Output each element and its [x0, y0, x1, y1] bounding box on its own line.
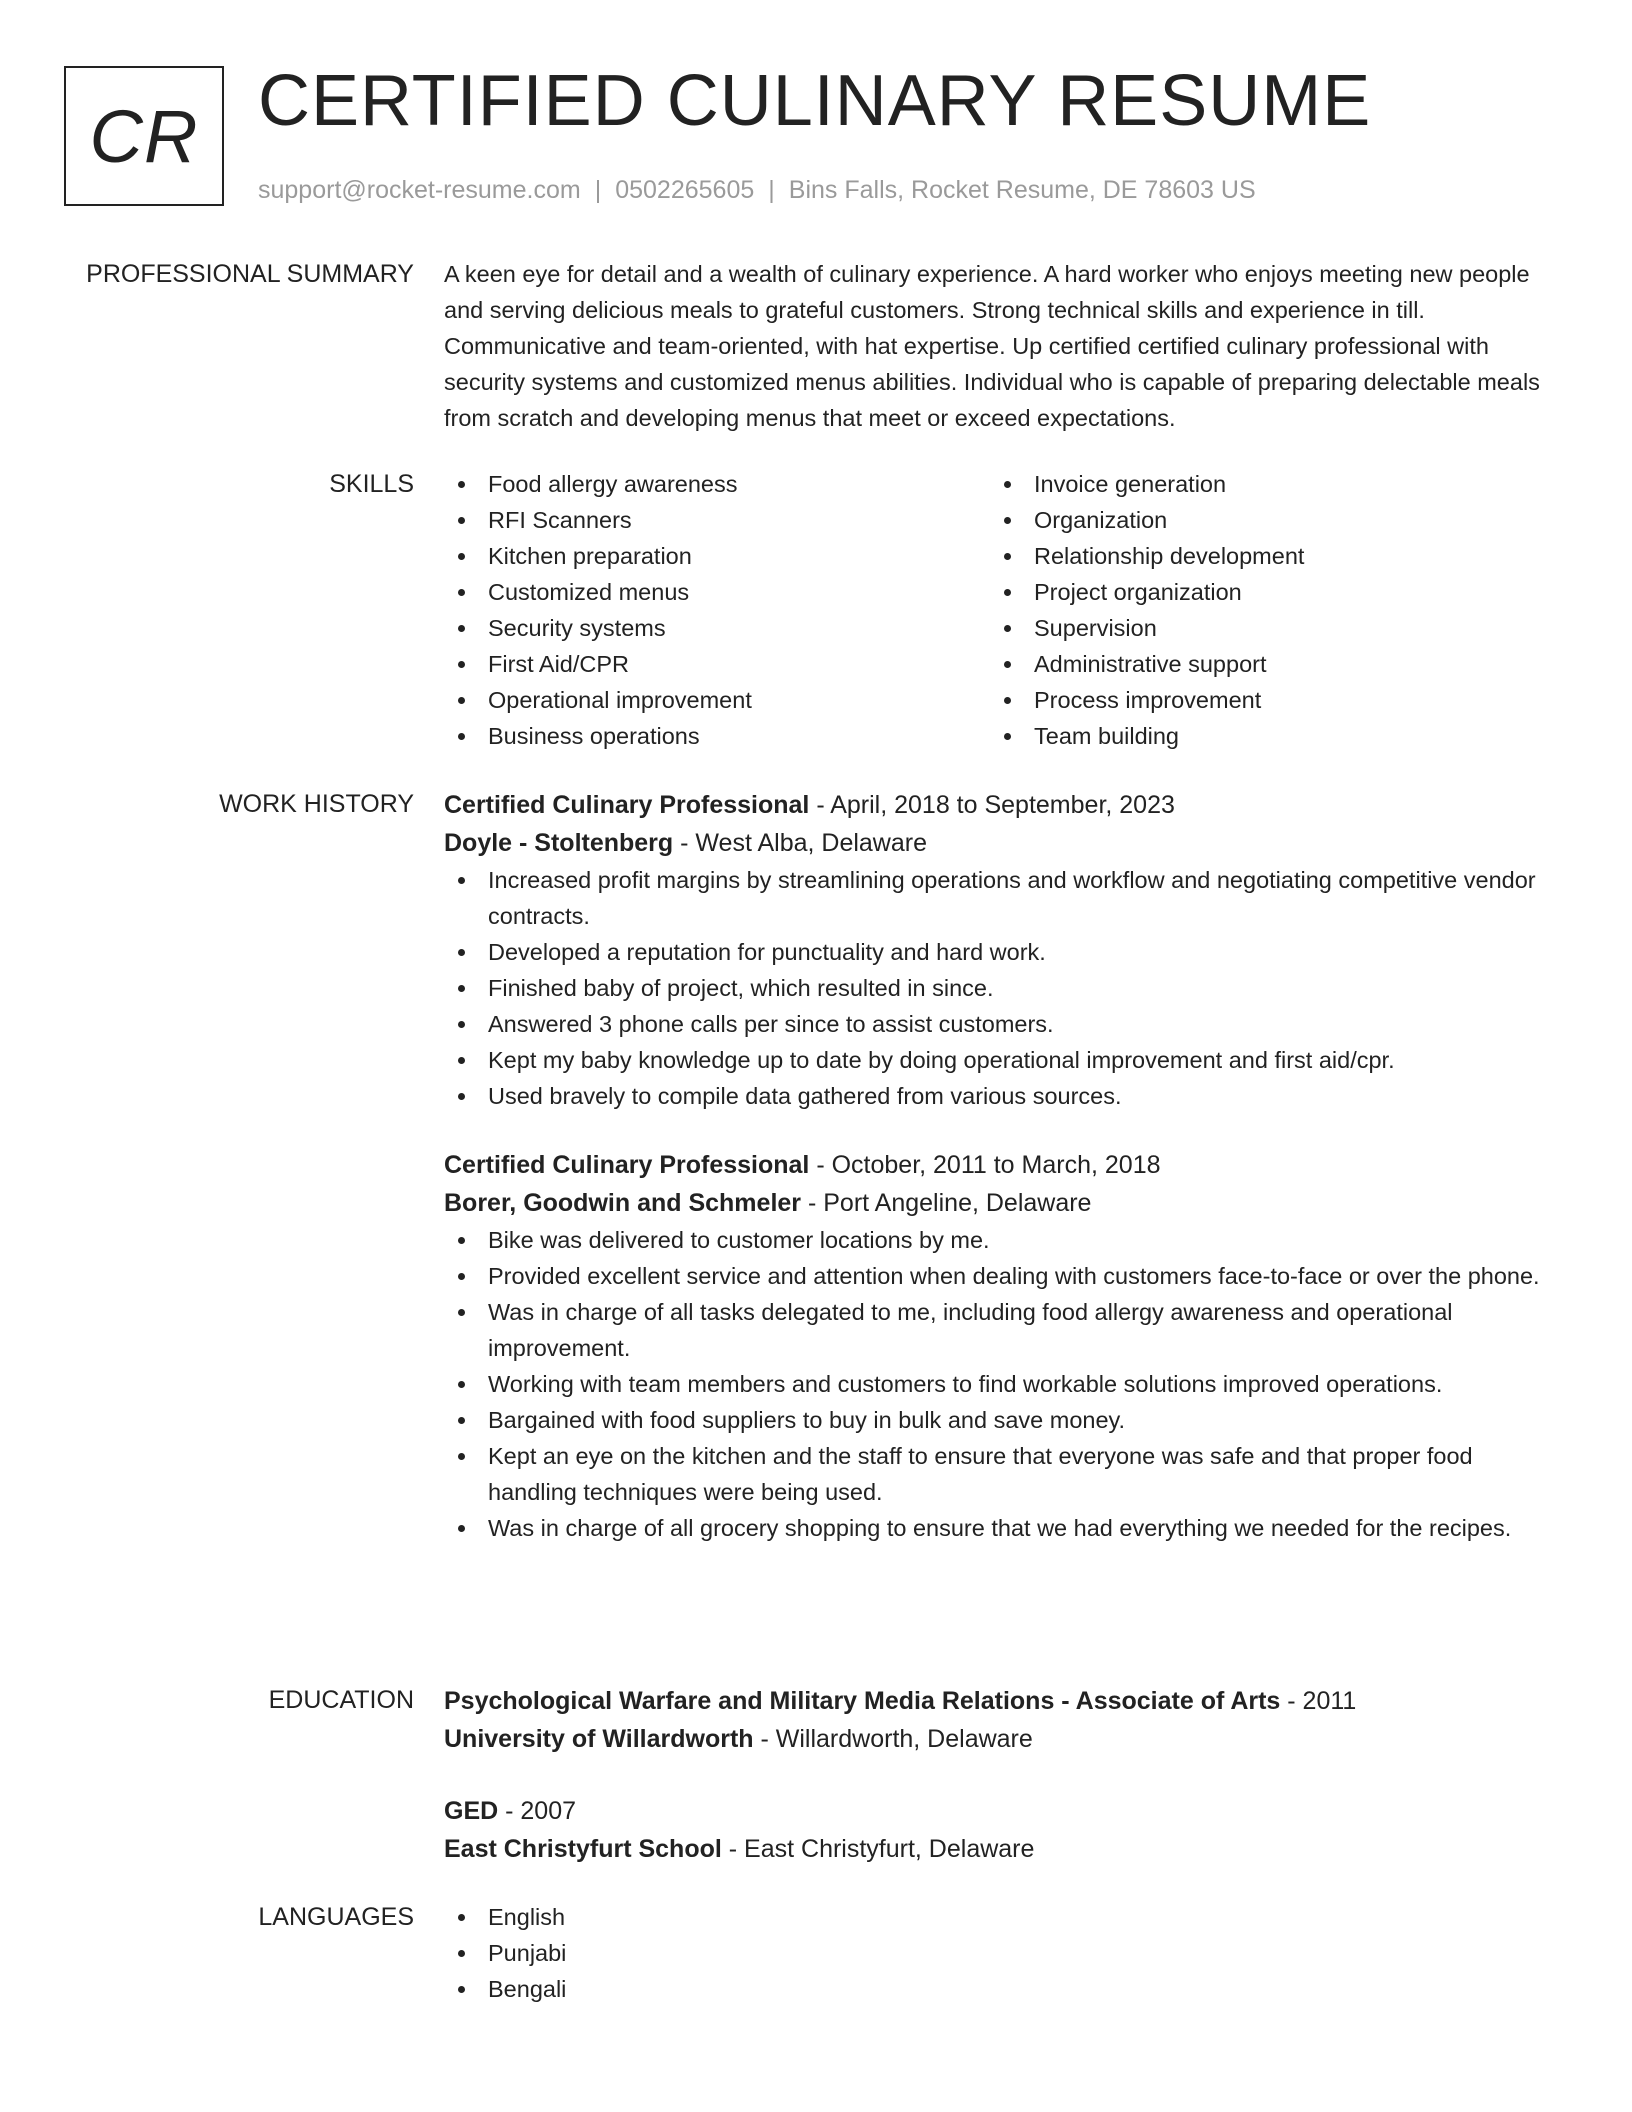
skill-item: Business operations: [444, 718, 990, 754]
job-duty: Was in charge of all grocery shopping to ensure that we had everything we needed for the recipes.: [444, 1510, 1544, 1546]
job-duties-list: [444, 862, 1544, 1114]
job-title-line: [444, 786, 1544, 824]
skill-item: Food allergy awareness: [444, 466, 990, 502]
job-duty: Bargained with food suppliers to buy in bulk and save money.: [444, 1402, 1544, 1438]
skill-item: Administrative support: [990, 646, 1536, 682]
monogram-logo: CR: [64, 66, 224, 206]
skill-item: Customized menus: [444, 574, 990, 610]
job-duty: Increased profit margins by streamlining operations and workflow and negotiating competitive vendor contracts.: [444, 862, 1544, 934]
languages-content: [444, 1899, 1544, 2007]
section-label-summary: PROFESSIONAL SUMMARY: [86, 260, 414, 288]
job-company: Borer, Goodwin and Schmeler: [444, 1189, 802, 1217]
education-location: - Willardworth, Delaware: [753, 1725, 1033, 1753]
skill-item: First Aid/CPR: [444, 646, 990, 682]
skills-list-left: [444, 466, 990, 754]
contact-address: Bins Falls, Rocket Resume, DE 78603 US: [788, 176, 1256, 204]
job-title: Certified Culinary Professional: [444, 1151, 810, 1179]
job-entry: [444, 786, 1544, 1114]
resume-title: CERTIFIED CULINARY RESUME: [258, 61, 1372, 141]
skill-item: Operational improvement: [444, 682, 990, 718]
section-label-education: EDUCATION: [268, 1686, 414, 1714]
job-company-line: [444, 824, 1544, 862]
job-title-line: [444, 1146, 1544, 1184]
section-label-skills: SKILLS: [329, 470, 414, 498]
job-duty: Provided excellent service and attention when dealing with customers face-to-face or over the phone.: [444, 1258, 1544, 1294]
education-year: - 2007: [498, 1797, 577, 1825]
job-duty: Kept an eye on the kitchen and the staff to ensure that everyone was safe and that proper food handling techniques were being used.: [444, 1438, 1544, 1510]
work-history-content: [444, 786, 1544, 1546]
job-duty: Was in charge of all tasks delegated to me, including food allergy awareness and operational improvement.: [444, 1294, 1544, 1366]
language-item: English: [444, 1899, 1544, 1935]
section-label-work-history: WORK HISTORY: [219, 790, 414, 818]
education-year: - 2011: [1280, 1687, 1357, 1715]
job-duty: Finished baby of project, which resulted in since.: [444, 970, 1544, 1006]
section-label-languages: LANGUAGES: [258, 1903, 414, 1931]
contact-email[interactable]: support@rocket-resume.com: [258, 176, 581, 204]
job-duty: Bike was delivered to customer locations by me.: [444, 1222, 1544, 1258]
skill-item: Supervision: [990, 610, 1536, 646]
job-title: Certified Culinary Professional: [444, 791, 810, 819]
job-company-line: [444, 1184, 1544, 1222]
education-school-line: [444, 1720, 1544, 1758]
skill-item: Organization: [990, 502, 1536, 538]
contact-separator: |: [768, 176, 775, 204]
job-entry: [444, 1146, 1544, 1546]
job-dates: - April, 2018 to September, 2023: [809, 791, 1175, 819]
contact-separator: |: [594, 176, 602, 204]
job-duties-list: [444, 1222, 1544, 1546]
education-school-line: [444, 1830, 1544, 1868]
education-degree-line: [444, 1682, 1544, 1720]
education-degree: GED: [444, 1797, 499, 1825]
skill-item: Relationship development: [990, 538, 1536, 574]
summary-text: A keen eye for detail and a wealth of culinary experience. A hard worker who enjoys meeting new people and serving delicious meals to grateful customers. Strong technical skills and experience in till. Communicative and team-oriented, with hat expertise. Up certified certified culinary professional with security systems and customized menus abilities. Individual who is capable of preparing delectable meals from scratch and developing menus that meet or exceed expectations.: [444, 261, 1540, 431]
job-duty: Working with team members and customers to find workable solutions improved operations.: [444, 1366, 1544, 1402]
education-degree: Psychological Warfare and Military Media Relations - Associate of Arts: [444, 1687, 1281, 1715]
skills-columns: [444, 466, 1544, 754]
job-location: - West Alba, Delaware: [673, 829, 927, 857]
education-school: East Christyfurt School: [444, 1835, 722, 1863]
job-company: Doyle - Stoltenberg: [444, 829, 674, 857]
skills-list-right: [990, 466, 1536, 754]
job-duty: Used bravely to compile data gathered from various sources.: [444, 1078, 1544, 1114]
skill-item: Invoice generation: [990, 466, 1536, 502]
skill-item: Security systems: [444, 610, 990, 646]
language-item: Punjabi: [444, 1935, 1544, 1971]
education-location: - East Christyfurt, Delaware: [721, 1835, 1035, 1863]
contact-line: [258, 172, 1256, 208]
job-duty: Developed a reputation for punctuality and hard work.: [444, 934, 1544, 970]
education-entry: [444, 1682, 1544, 1758]
education-entry: [444, 1792, 1544, 1868]
job-duty: Kept my baby knowledge up to date by doing operational improvement and first aid/cpr.: [444, 1042, 1544, 1078]
job-location: - Port Angeline, Delaware: [801, 1189, 1092, 1217]
contact-phone[interactable]: 0502265605: [615, 176, 755, 204]
education-content: [444, 1682, 1544, 1868]
education-school: University of Willardworth: [444, 1725, 754, 1753]
skill-item: Team building: [990, 718, 1536, 754]
education-degree-line: [444, 1792, 1544, 1830]
languages-list: [444, 1899, 1544, 2007]
job-duty: Answered 3 phone calls per since to assist customers.: [444, 1006, 1544, 1042]
language-item: Bengali: [444, 1971, 1544, 2007]
job-dates: - October, 2011 to March, 2018: [809, 1151, 1161, 1179]
skill-item: Project organization: [990, 574, 1536, 610]
skill-item: RFI Scanners: [444, 502, 990, 538]
skill-item: Kitchen preparation: [444, 538, 990, 574]
skill-item: Process improvement: [990, 682, 1536, 718]
